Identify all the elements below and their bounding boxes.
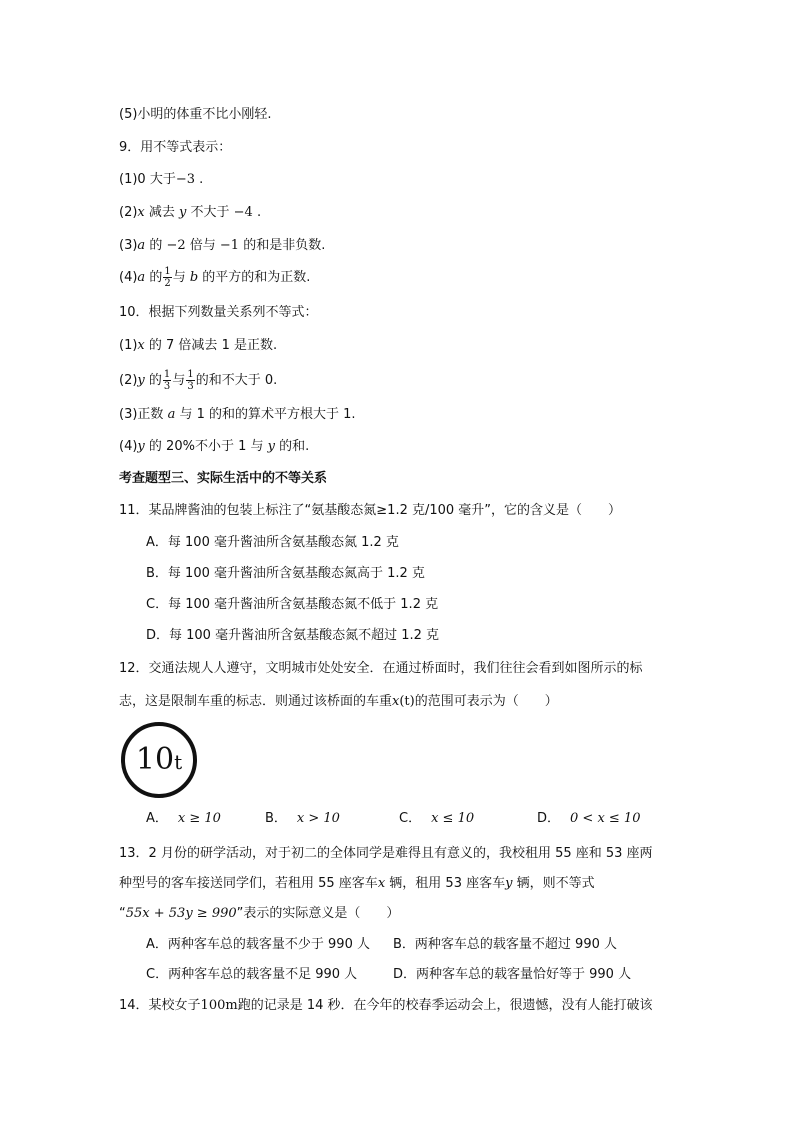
q13-stem-line-2: 种型号的客车接送同学们，若租用 55 座客车x 辆，租用 53 座客车y 辆，则不等式 <box>119 876 595 891</box>
q13-option-d: D．两种客车总的载客量恰好等于 990 人 <box>393 967 632 982</box>
q12-choice-b: B． x > 10 <box>265 811 340 826</box>
q13-option-b: B．两种客车总的载客量不超过 990 人 <box>393 937 617 952</box>
q10-item-2: (2)y 的 $\frac{1}{3}$ 与 $\frac{1}{3}$ 的和不大于 0. <box>119 369 278 392</box>
fraction-one-half: $\frac{1}{2}$ <box>164 266 171 289</box>
q11-option-b: B．每 100 毫升酱油所含氨基酸态氮高于 1.2 克 <box>146 566 425 581</box>
q10-item-1: (1)x 的 7 倍减去 1 是正数. <box>119 338 278 353</box>
q13-option-c: C．两种客车总的载客量不足 990 人 <box>146 967 358 982</box>
sign-unit: t <box>174 750 183 774</box>
fraction-one-third-a: $\frac{1}{3}$ <box>163 369 171 392</box>
q10-item-4: (4)y 的 20%不小于 1 与 y 的和. <box>119 439 310 454</box>
q13-option-a: A．两种客车总的载客量不少于 990 人 <box>146 937 370 952</box>
q9-item-4: (4)a 的 $\frac{1}{2}$ 与 b 的平方的和为正数. <box>119 266 311 289</box>
q13-stem-line-3: “55x + 53y ≥ 990”表示的实际意义是（ ） <box>119 906 400 921</box>
q9-item-2: (2)x 减去 y 不大于 −4 . <box>119 205 262 220</box>
section-3-heading: 考查题型三、实际生活中的不等关系 <box>119 471 328 486</box>
q12-choice-d: D． 0 < x ≤ 10 <box>537 811 641 826</box>
q13-stem-line-1: 13．2 月份的研学活动，对于初二的全体同学是难得且有意义的，我校租用 55 座和 53 座两 <box>119 846 653 861</box>
q12-choice-a: A． x ≥ 10 <box>146 811 221 826</box>
weight-limit-sign <box>121 722 197 798</box>
q9-stem: 9．用不等式表示： <box>119 140 232 155</box>
q8-item-5: (5)小明的体重不比小刚轻. <box>119 107 272 122</box>
q10-stem: 10．根据下列数量关系列不等式： <box>119 305 318 320</box>
q11-stem: 11．某品牌酱油的包装上标注了“氨基酸态氮≥1.2 克/100 毫升”，它的含义是（ ） <box>119 503 622 518</box>
q12-choice-c: C． x ≤ 10 <box>399 811 475 826</box>
q14-stem-line-1: 14．某校女子100m跑的记录是 14 秒．在今年的校春季运动会上，很遗憾，没有人能打破该 <box>119 998 653 1013</box>
q12-stem-line-1: 12．交通法规人人遵守，文明城市处处安全．在通过桥面时，我们往往会看到如图所示的标 <box>119 661 643 676</box>
fraction-one-third-b: $\frac{1}{3}$ <box>187 369 194 392</box>
sign-number: 10 <box>135 742 175 777</box>
q9-item-1: (1)0 大于−3 . <box>119 172 204 187</box>
q11-option-a: A．每 100 毫升酱油所含氨基酸态氮 1.2 克 <box>146 535 399 550</box>
q10-item-3: (3)正数 a 与 1 的和的算术平方根大于 1. <box>119 407 356 422</box>
q12-stem-line-2: 志，这是限制车重的标志．则通过该桥面的车重x(t)的范围可表示为（ ） <box>119 694 558 709</box>
q11-option-c: C．每 100 毫升酱油所含氨基酸态氮不低于 1.2 克 <box>146 597 439 612</box>
q9-item-3: (3)a 的 −2 倍与 −1 的和是非负数. <box>119 238 326 253</box>
q11-option-d: D．每 100 毫升酱油所含氨基酸态氮不超过 1.2 克 <box>146 628 440 643</box>
